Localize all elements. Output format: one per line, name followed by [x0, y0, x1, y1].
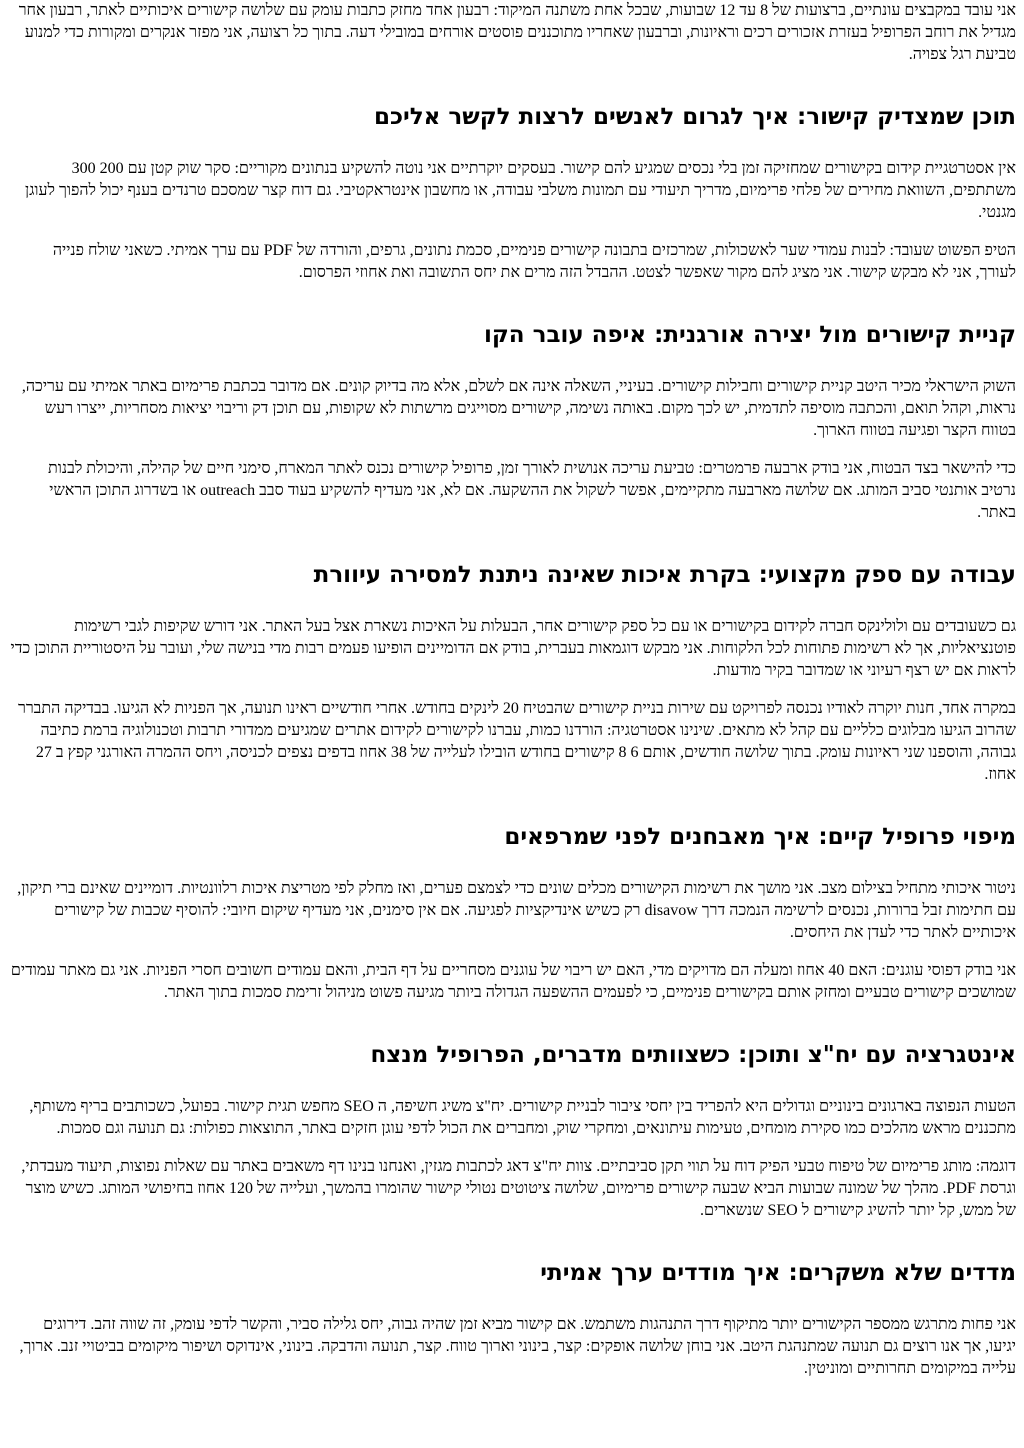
section-buying-vs-organic — [10, 320, 1016, 524]
section-true-metrics — [10, 1258, 1016, 1380]
section-paragraph: אני פחות מתרגש ממספר הקישורים יותר מתיקוף דרך התנהגות משתמש. אם קישור מביא זמן שהיה גבוה, יחס גלילה סביר, והקשר לדפי עומק, זה שווה זהב. דירוגים יגיעו, אך אנו רוצים גם תנועה שמתנהגת היטב. אני בוחן שלושה אופקים: קצר, בינוני וארוך טווח. קצר, תנועה והדבקה. בינוני, אינדוקס ושיפור מיקומים בביטויי זנב. ארוך, עלייה במיקומים תחרותיים ומוניטין. — [19, 1316, 1016, 1377]
section-paragraph: אין אסטרטגיית קידום בקישורים שמחזיקה זמן בלי נכסים שמגיע להם קישור. בעסקים יוקרתיים אני נוטה להשקיע בנתונים מקוריים: סקר שוק קטן עם 200 300 משתתפים, השוואת מחירים של פלחי פרימיום, מדריך תיעודי עם תמונות משלבי עבודה, או מחשבון אינטראקטיבי. גם דוח קצר שמסכם טרנדים בענף יכול להפוך לעוגן מגנטי. — [25, 160, 1016, 221]
section-heading: מדדים שלא משקרים: איך מודדים ערך אמיתי — [540, 1260, 1016, 1286]
section-heading: קניית קישורים מול יצירה אורגנית: איפה עובר הקו — [483, 322, 1016, 348]
intro-paragraph: אני עובד במקבצים עונתיים, ברצועות של 8 עד 12 שבועות, שבכל אחת משתנה המיקוד: רבעון אחד מחזק כתבות עומק עם שלושה קישורים איכותיים לאתר, רבעון אחר מגדיל את רוחב הפרופיל בעזרת אזכורים רכים וראיונות, וברבעון שאחריו מתוכננים פוסטים אורחים במובילי דעה. בתוך כל רצועה, אני מפזר אנקרים ומקורות כדי למנוע טביעת רגל צפויה. — [18, 2, 1016, 63]
section-link-worthy-content — [10, 102, 1016, 284]
section-paragraph: במקרה אחד, חנות יוקרה לאודיו נכנסה לפרויקט עם שירות בניית קישורים שהבטיח 20 לינקים בחודש. אחרי חודשיים ראינו תנועה, אך הפניות לא הגיעו. בבדיקה התברר שהרוב הגיעו מבלוגים כלליים עם קהל לא מתאים. שינינו אסטרטגיה: הורדנו כמות, עברנו לקישורים לקידום אתרים שמגיעים ממדורי תרבות וטכנולוגיה ברמת כתיבה גבוהה, והוספנו שני ראיונות עומק. בתוך שלושה חודשים, אותם 6 8 קישורים בחודש הובילו לעלייה של 38 אחוז בדפים נצפים לכניסה, ויחס ההמרה האורגני קפץ ב 27 אחוז. — [17, 700, 1016, 783]
section-paragraph: כדי להישאר בצד הבטוח, אני בודק ארבעה פרמטרים: טביעת עריכה אנושית לאורך זמן, פרופיל קישורים נכנס לאתר המארח, סימני חיים של קהילה, והיכולת לבנות נרטיב אותנטי סביב המותג. אם שלושה מארבעה מתקיימים, אפשר לשקול את ההשקעה. אם לא, אני מעדיף להשקיע בעוד סבב outreach או בשדרוג התוכן הראשי באתר. — [48, 460, 1016, 521]
section-paragraph: אני בודק דפוסי עוגנים: האם 40 אחוז ומעלה הם מדויקים מדי, האם יש ריבוי של עוגנים מסחריים על דף הבית, והאם עמודים חשובים חסרי הפניות. אני גם מאתר עמודים שמושכים קישורים טבעיים ומחזק אותם בקישורים פנימיים, כי לפעמים ההשפעה הגדולה ביותר מגיעה פשוט מניהול זרימת סמכות בתוך האתר. — [10, 962, 1016, 1001]
section-heading: אינטגרציה עם יח"צ ותוכן: כשצוותים מדברים, הפרופיל מנצח — [370, 1042, 1016, 1068]
section-heading: תוכן שמצדיק קישור: איך לגרום לאנשים לרצות לקשר אליכם — [373, 104, 1016, 130]
section-pr-integration — [10, 1040, 1016, 1222]
section-paragraph: ניטור איכותי מתחיל בצילום מצב. אני מושך את רשימות הקישורים מכלים שונים כדי לצמצם פערים, ואז מחלק לפי מטריצת איכות רלוונטיות. דומיינים שאינם ברי תיקון, עם חתימות זבל ברורות, נכנסים לרשימה הנמכה דרך disavow רק כשיש אינדיקציות לפגיעה. אם אין סימנים, אני מעדיף שיקום חיובי: להוסיף שכבות של קישורים איכותיים לאתר כדי לעדן את היחסים. — [17, 880, 1016, 941]
section-heading: מיפוי פרופיל קיים: איך מאבחנים לפני שמרפאים — [504, 824, 1016, 850]
section-vendor-quality-control — [10, 560, 1016, 786]
section-heading: עבודה עם ספק מקצועי: בקרת איכות שאינה ניתנת למסירה עיוורת — [313, 562, 1016, 588]
section-paragraph: הטיפ הפשוט שעובד: לבנות עמודי שער לאשכולות, שמרכזים בתבונה קישורים פנימיים, סכמת נתונים, גרפים, והורדה של PDF עם ערך אמיתי. כשאני שולח פנייה לעורך, אני לא מבקש קישור. אני מציג להם מקור שאפשר לצטט. ההבדל הזה מרים את יחס התשובה ואת אחוזי הפרסום. — [52, 242, 1016, 281]
section-profile-mapping — [10, 822, 1016, 1004]
section-paragraph: הטעות הנפוצה בארגונים בינוניים וגדולים היא להפריד בין יחסי ציבור לבניית קישורים. יח"צ משיג חשיפה, ה SEO מחפש תגית קישור. בפועל, כשכותבים בריף משותף, מתכננים מראש מהלכים כמו סקירת מומחים, טעימות עיתונאים, ומחקרי שוק, ומחברים את הכול לדפי עוגן חזקים באתר, התוצאות כפולות: גם תנועה וגם סמכות. — [29, 1098, 1016, 1137]
section-paragraph: דוגמה: מותג פרימיום של טיפוח טבעי הפיק דוח על תווי תקן סביבתיים. צוות יח"צ דאג לכתבות מגזין, ואנחנו בנינו דף משאבים באתר עם שאלות נפוצות, תיעוד מעבדתי, וגרסת PDF. מהלך של שמונה שבועות הביא שבעה קישורים פרימיום, שלושה ציטוטים נטולי קישור שהומרו בהמשך, ועלייה של 120 אחוז בחיפושי המותג. כשיש מוצר של ממש, קל יותר להשיג קישורים ל SEO שנשארים. — [21, 1158, 1016, 1219]
section-paragraph: גם כשעובדים עם ולולינקס חברה לקידום בקישורים או עם כל ספק קישורים אחר, הבעלות על האיכות נשארת אצל בעל האתר. אני דורש שקיפות לגבי רשימות פוטנציאליות, אך לא רשימות פתוחות לכל הלקוחות. אני מבקש דוגמאות בעברית, בודק אם הדומיינים הופיעו פעמים רבות מדי בנישה שלי, ועובר על היסטוריית התוכן כדי לראות אם יש רצף רעיוני או שמדובר בקיר מודעות. — [10, 618, 1016, 679]
section-paragraph: השוק הישראלי מכיר היטב קניית קישורים וחבילות קישורים. בעיניי, השאלה אינה אם לשלם, אלא מה בדיוק קונים. אם מדובר בכתבת פרימיום באתר אמיתי עם עריכה, נראות, וקהל תואם, והכתבה מוסיפה לתדמית, יש לכך מקום. באותה נשימה, קישורים מסוייגים מרשתות לא שקופות, עם תוכן דק וריבוי יציאות מסחריות, ייצרו רעש בטווח הקצר ופגיעה בטווח הארוך. — [21, 378, 1016, 439]
